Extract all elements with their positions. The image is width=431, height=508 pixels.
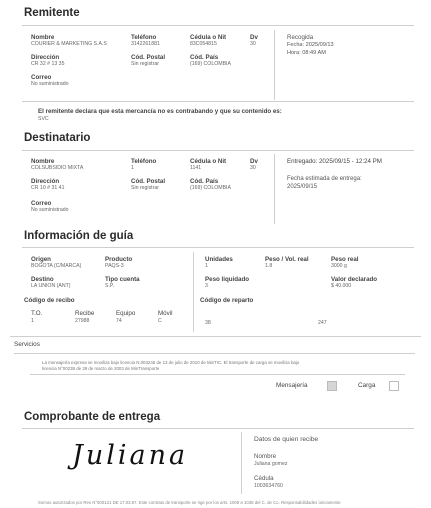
movil-value: C: [158, 318, 162, 324]
divider: [274, 154, 275, 224]
servicios-title: Servicios: [14, 341, 40, 348]
origen-label: Origen: [31, 256, 51, 263]
movil-label: Móvil: [158, 310, 173, 317]
mensajeria-checkbox[interactable]: [327, 381, 337, 391]
producto-label: Producto: [105, 256, 133, 263]
divider: [30, 374, 405, 375]
comprobante-title: Comprobante de entrega: [24, 411, 161, 423]
codigo-recibo-label: Código de recibo: [24, 297, 75, 304]
codigo-reparto-value-1: 38: [205, 320, 211, 326]
recibe-value: 27988: [75, 318, 90, 324]
declaracion-value: SVC: [38, 116, 49, 122]
legal-text-line1: La mensajería expresa se moviliza bajo licencia N.003245 de 13 de julio de 2010 de MinTIC. El transporte de carga se moviliza bajo: [42, 360, 300, 365]
remitente-cedula-label: Cédula o Nit: [190, 34, 227, 41]
destinatario-telefono-value: 1: [131, 165, 134, 171]
footer-legal-text: Somos autorizados por Res N°000121 DE 17.03.97. Este contrato de transporte se rige por los arts. 1008 a 1035 del C. de Co. Responsabilidades únicamente: [38, 500, 341, 505]
destinatario-cedula-value: 1141: [190, 165, 202, 171]
codigo-reparto-label: Código de reparto: [200, 297, 254, 304]
remitente-direccion-label: Dirección: [31, 54, 60, 61]
remitente-nombre-value: COURIER & MARKETING S.A.S: [31, 41, 107, 47]
recibe-label: Recibe: [75, 310, 95, 317]
peso-vol-label: Peso / Vol. real: [265, 256, 309, 263]
remitente-postal-value: Sin registrar: [131, 61, 159, 67]
peso-liquidado-value: 3: [205, 283, 208, 289]
destinatario-dv-label: Dv: [250, 158, 258, 165]
recibe-nombre-label: Nombre: [254, 453, 277, 460]
divider: [22, 247, 414, 248]
unidades-label: Unidades: [205, 256, 233, 263]
destinatario-cedula-label: Cédula o Nit: [190, 158, 227, 165]
recogida-hora: Hora: 08:49 AM: [287, 50, 326, 56]
divider: [22, 25, 414, 26]
entregado-text: Entregado: 2025/09/15 - 12:24 PM: [287, 158, 382, 165]
recibe-cedula-label: Cédula: [254, 475, 274, 482]
remitente-pais-label: Cód. País: [190, 54, 219, 61]
divider: [22, 150, 414, 151]
destinatario-nombre-label: Nombre: [31, 158, 55, 165]
remitente-cedula-value: 83C054815: [190, 41, 217, 47]
carga-label: Carga: [358, 382, 376, 389]
divider: [193, 252, 194, 332]
tipo-cuenta-value: S.P.: [105, 283, 115, 289]
guia-title: Información de guía: [24, 230, 134, 242]
destinatario-direccion-label: Dirección: [31, 178, 60, 185]
destino-value: LA UNION (ANT): [31, 283, 71, 289]
fecha-estimada-value: 2025/09/15: [287, 184, 318, 190]
peso-real-value: 3000 g: [331, 263, 347, 269]
unidades-value: 1: [205, 263, 208, 269]
destinatario-correo-label: Correo: [31, 200, 52, 207]
destinatario-postal-label: Cód. Postal: [131, 178, 166, 185]
equipo-value: 74: [116, 318, 122, 324]
destinatario-postal-value: Sin registrar: [131, 185, 159, 191]
destinatario-pais-value: (169) COLOMBIA: [190, 185, 231, 191]
destinatario-dv-value: 30: [250, 165, 256, 171]
remitente-correo-label: Correo: [31, 74, 52, 81]
divider: [241, 432, 242, 494]
codigo-reparto-value-2: 247: [318, 320, 327, 326]
signature: Juliana: [72, 440, 189, 471]
peso-real-label: Peso real: [331, 256, 359, 263]
datos-recibe-label: Datos de quien recibe: [254, 436, 319, 443]
divider: [10, 336, 421, 337]
destinatario-pais-label: Cód. País: [190, 178, 219, 185]
peso-vol-value: 1.8: [265, 263, 273, 269]
destino-label: Destino: [31, 276, 54, 283]
divider: [22, 101, 414, 102]
legal-text-line2: licencia N°00238 de 29 de marzo de 2003 de MinTransporte: [42, 366, 160, 371]
remitente-telefono-value: 3142261881: [131, 41, 160, 47]
remitente-pais-value: (169) COLOMBIA: [190, 61, 231, 67]
peso-liquidado-label: Peso liquidado: [205, 276, 250, 283]
destinatario-title: Destinatario: [24, 132, 91, 144]
divider: [274, 30, 275, 100]
divider: [22, 428, 414, 429]
remitente-postal-label: Cód. Postal: [131, 54, 166, 61]
remitente-direccion-value: CR 32 # 13 35: [31, 61, 65, 67]
recogida-fecha: Fecha: 2025/09/13: [287, 42, 334, 48]
recogida-label: Recogida: [287, 34, 314, 41]
valor-declarado-label: Valor declarado: [331, 276, 378, 283]
divider: [14, 353, 415, 354]
producto-value: PAQS-3: [105, 263, 124, 269]
destinatario-direccion-value: CR 10 # 31 41: [31, 185, 65, 191]
destinatario-telefono-label: Teléfono: [131, 158, 157, 165]
remitente-dv-value: 30: [250, 41, 256, 47]
origen-value: BOGOTA (C/MARCA): [31, 263, 82, 269]
to-label: T.O.: [31, 310, 43, 317]
destinatario-correo-value: No suministrado: [31, 207, 69, 213]
fecha-estimada-label: Fecha estimada de entrega:: [287, 176, 362, 182]
remitente-nombre-label: Nombre: [31, 34, 55, 41]
carga-checkbox[interactable]: [389, 381, 399, 391]
recibe-nombre-value: Juliana gomez: [254, 461, 288, 467]
recibe-cedula-value: 1003634760: [254, 483, 283, 489]
remitente-dv-label: Dv: [250, 34, 258, 41]
mensajeria-label: Mensajería: [276, 382, 308, 389]
remitente-correo-value: No suministrado: [31, 81, 69, 87]
tipo-cuenta-label: Tipo cuenta: [105, 276, 140, 283]
equipo-label: Equipo: [116, 310, 136, 317]
to-value: 1: [31, 318, 34, 324]
valor-declarado-value: $ 40.000: [331, 283, 352, 289]
destinatario-nombre-value: COLSUBSIDIO MIXTA: [31, 165, 84, 171]
remitente-title: Remitente: [24, 7, 80, 19]
remitente-telefono-label: Teléfono: [131, 34, 157, 41]
declaracion-text: El remitente declara que esta mercancía no es contrabando y que su contenido es:: [38, 108, 282, 115]
